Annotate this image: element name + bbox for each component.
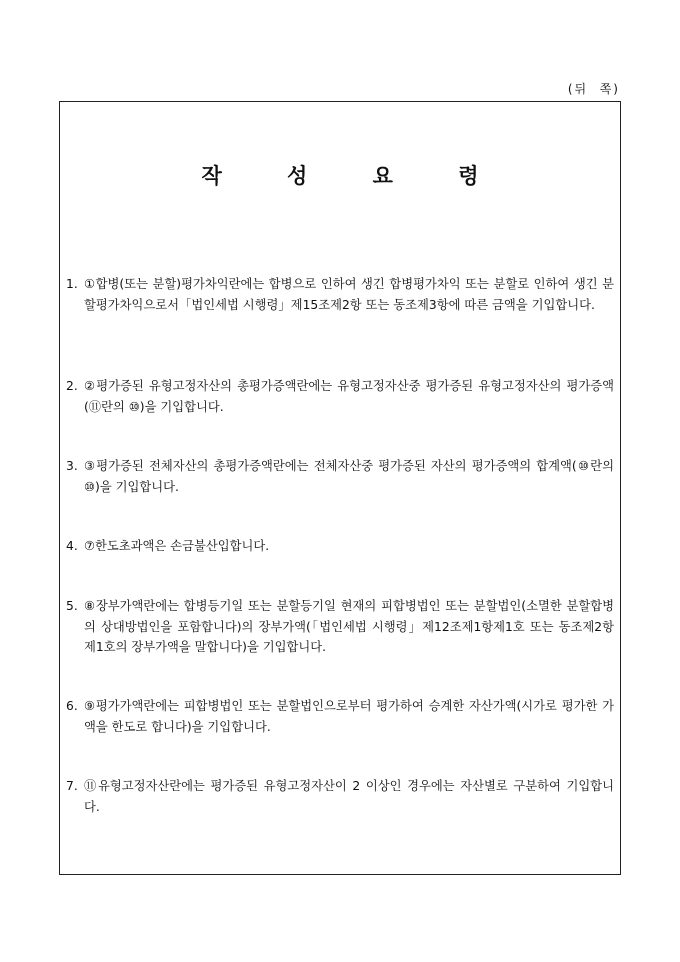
item-number: 5. [66, 599, 78, 613]
item-number: 7. [66, 779, 78, 793]
item-number: 3. [66, 459, 78, 473]
item-text: ⑪유형고정자산란에는 평가증된 유형고정자산이 2 이상인 경우에는 자산별로 구분하여 기입합니다. [84, 779, 614, 814]
item-number: 4. [66, 539, 78, 553]
instructions-frame [59, 101, 621, 875]
item-text: ⑧장부가액란에는 합병등기일 또는 분할등기일 현재의 피합병법인 또는 분할법인(소멸한 분할합병의 상대방법인을 포함합니다)의 장부가액(「법인세법 시행령」제12조제1항제1호 또는 동조제2항제1호의 장부가액을 말합니다)을 기입합니다. [84, 599, 614, 654]
title-char: 작 [201, 163, 222, 188]
item-number: 6. [66, 699, 78, 713]
instruction-item-7 [66, 776, 614, 817]
item-text: ②평가증된 유형고정자산의 총평가증액란에는 유형고정자산중 평가증된 유형고정자산의 평가증액(⑪란의 ⑩)을 기입합니다. [84, 379, 614, 414]
title-char: 성 [287, 163, 308, 188]
item-text: ①합병(또는 분할)평가차익란에는 합병으로 인하여 생긴 합병평가차익 또는 분할로 인하여 생긴 분할평가차익으로서「법인세법 시행령」제15조제2항 또는 동조제3항에 따른 금액을 기입합니다. [84, 277, 614, 312]
item-number: 2. [66, 379, 78, 393]
item-number: 1. [66, 277, 78, 291]
instruction-item-3 [66, 456, 614, 497]
title-char: 령 [458, 163, 479, 188]
item-text: ⑨평가가액란에는 피합병법인 또는 분할법인으로부터 평가하여 승계한 자산가액(시가로 평가한 가액을 한도로 합니다)을 기입합니다. [84, 699, 614, 734]
instruction-item-1 [66, 274, 614, 315]
instruction-item-4 [66, 536, 614, 557]
item-text: ⑦한도초과액은 손금불산입합니다. [84, 539, 270, 553]
instruction-item-5 [66, 596, 614, 658]
instruction-item-6 [66, 696, 614, 737]
page-side-label: (뒤 쪽) [567, 82, 620, 96]
page-title [60, 160, 620, 190]
item-text: ③평가증된 전체자산의 총평가증액란에는 전체자산중 평가증된 자산의 평가증액의 합계액(⑩란의 ⑩)을 기입합니다. [84, 459, 614, 494]
instruction-item-2 [66, 376, 614, 417]
title-char: 요 [372, 163, 393, 188]
